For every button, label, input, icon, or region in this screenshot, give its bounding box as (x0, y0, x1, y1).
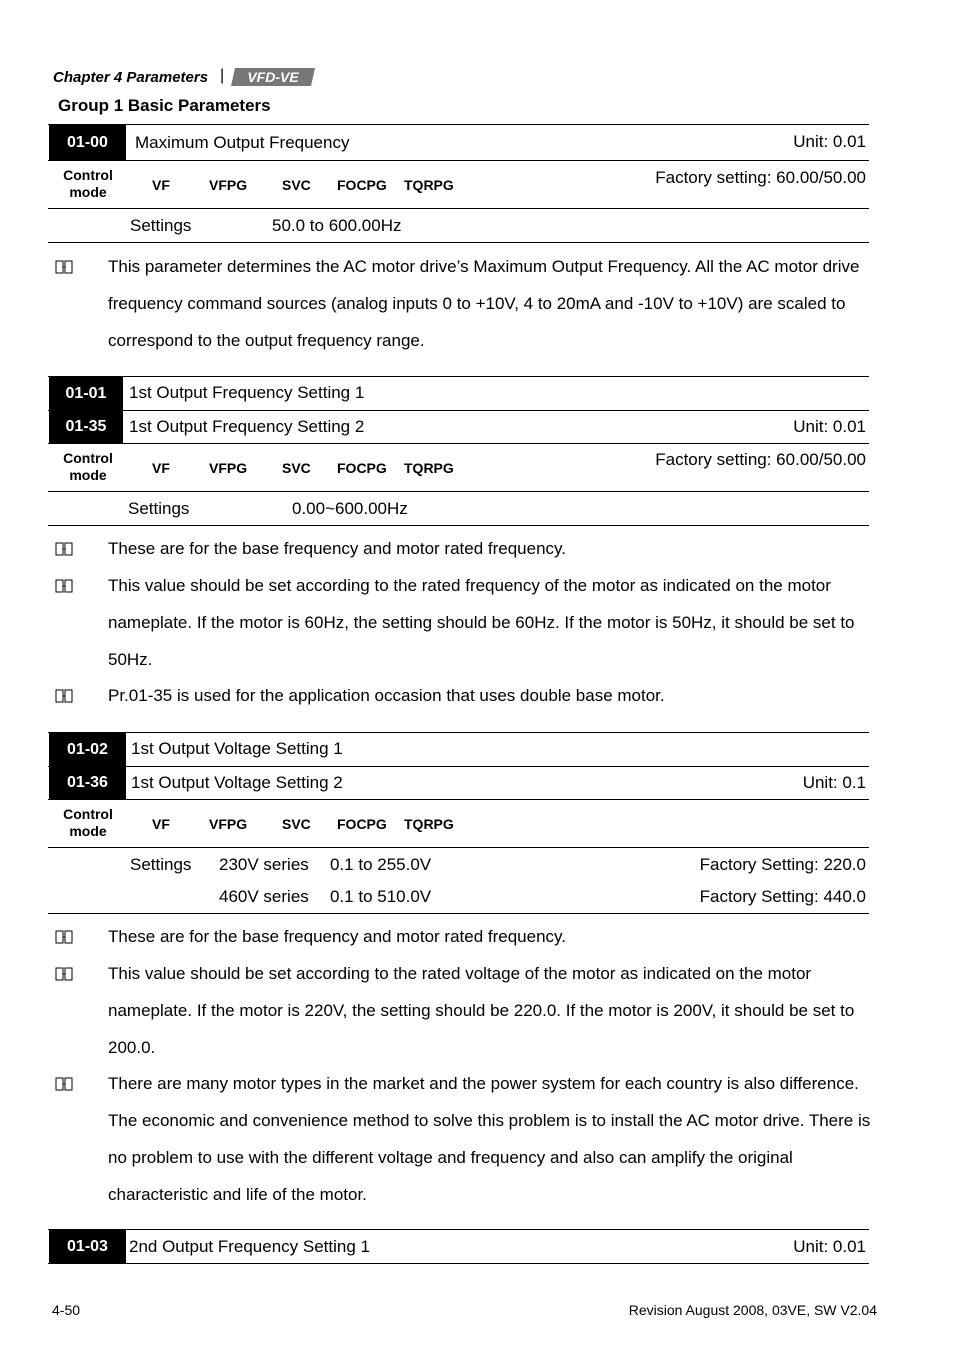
mode-vfpg: VFPG (209, 460, 248, 476)
chapter-title: Chapter 4 Parameters (53, 69, 209, 86)
note-text: There are many motor types in the market and the power system for each country is also difference. The economic and convenience method to solve this problem is to install the AC motor drive. There is no problem to use with the different voltage and frequency and also can amplify the original characteristic and life of the motor. (108, 1074, 871, 1204)
settings-label: Settings (130, 216, 192, 235)
table-border (48, 410, 869, 411)
param-unit: Unit: 0.01 (793, 1237, 866, 1256)
param-code-01-00: 01-00 (49, 125, 126, 160)
voltage-range: 0.1 to 255.0V (330, 855, 432, 874)
table-border (48, 732, 869, 733)
table-border (48, 766, 869, 767)
note-text: Pr.01-35 is used for the application occasion that uses double base motor. (108, 686, 665, 705)
table-border (48, 443, 869, 444)
param-code-01-35: 01-35 (49, 411, 123, 443)
settings-value: 0.00~600.00Hz (292, 499, 408, 518)
mode-vf: VF (152, 460, 170, 476)
note-text: This value should be set according to the rated voltage of the motor as indicated on the motor nameplate. If the motor is 220V, the setting should be 220.0. If the motor is 200V, it should be set to 200.0. (108, 964, 855, 1057)
note-text: This value should be set according to the rated frequency of the motor as indicated on the motor nameplate. If the motor is 60Hz, the setting should be 60Hz. If the motor is 50Hz, it should be set to 50Hz. (108, 576, 855, 669)
mode-tqrpg: TQRPG (404, 460, 454, 476)
mode-focpg: FOCPG (337, 460, 387, 476)
voltage-series: 460V series (219, 887, 309, 906)
table-border (48, 913, 869, 914)
book-icon (55, 930, 73, 944)
table-border (48, 525, 869, 526)
page-number: 4-50 (52, 1302, 81, 1318)
book-icon (55, 967, 73, 981)
settings-value: 50.0 to 600.00Hz (272, 216, 402, 235)
param-unit: Unit: 0.1 (802, 773, 866, 792)
param-name: 1st Output Voltage Setting 1 (131, 739, 343, 758)
param-unit: Unit: 0.01 (793, 417, 866, 436)
note-text: These are for the base frequency and motor rated frequency. (108, 539, 567, 558)
mode-vf: VF (152, 177, 170, 193)
param-unit: Unit: 0.01 (793, 132, 866, 151)
control-mode-label: Control mode (63, 450, 113, 483)
note-text: These are for the base frequency and motor rated frequency. (108, 927, 567, 946)
mode-tqrpg: TQRPG (404, 816, 454, 832)
table-border (48, 1263, 869, 1264)
table-border (48, 376, 869, 377)
factory-setting: Factory Setting: 440.0 (699, 887, 866, 906)
settings-label: Settings (130, 855, 192, 874)
mode-svc: SVC (282, 177, 311, 193)
control-mode-label: Control mode (63, 806, 113, 839)
table-border (48, 242, 869, 243)
settings-label: Settings (128, 499, 190, 518)
mode-focpg: FOCPG (337, 816, 387, 832)
factory-setting: Factory Setting: 220.0 (699, 855, 866, 874)
param-name: 2nd Output Frequency Setting 1 (129, 1237, 370, 1256)
book-icon (55, 1077, 73, 1091)
param-code-01-03: 01-03 (49, 1230, 126, 1263)
mode-vfpg: VFPG (209, 177, 248, 193)
mode-svc: SVC (282, 816, 311, 832)
mode-tqrpg: TQRPG (404, 177, 454, 193)
table-border (48, 1229, 869, 1230)
param-code-01-36: 01-36 (49, 767, 126, 799)
mode-svc: SVC (282, 460, 311, 476)
param-name: 1st Output Frequency Setting 1 (129, 383, 365, 402)
logo-text: VFD-VE (247, 69, 299, 85)
table-border (48, 124, 869, 125)
note-text: This parameter determines the AC motor drive’s Maximum Output Frequency. All the AC motor drive frequency command sources (analog inputs 0 to +10V, 4 to 20mA and -10V to +10V) are scaled to correspond to the output frequency range. (108, 257, 860, 350)
table-border (48, 160, 869, 161)
control-mode-label: Control mode (63, 167, 113, 200)
mode-vfpg: VFPG (209, 816, 248, 832)
table-border (48, 491, 869, 492)
voltage-range: 0.1 to 510.0V (330, 887, 432, 906)
param-name: 1st Output Voltage Setting 2 (131, 773, 343, 792)
group-title: Group 1 Basic Parameters (58, 96, 271, 115)
book-icon (55, 689, 73, 703)
header-separator: | (220, 67, 225, 84)
factory-setting: Factory setting: 60.00/50.00 (655, 168, 866, 187)
voltage-series: 230V series (219, 855, 309, 874)
param-code-01-01: 01-01 (49, 377, 123, 410)
book-icon (55, 542, 73, 556)
book-icon (55, 579, 73, 593)
mode-vf: VF (152, 816, 170, 832)
param-code-01-02: 01-02 (49, 733, 126, 766)
mode-focpg: FOCPG (337, 177, 387, 193)
book-icon (55, 260, 73, 274)
table-border (48, 208, 869, 209)
revision-info: Revision August 2008, 03VE, SW V2.04 (628, 1302, 877, 1318)
table-border (48, 847, 869, 848)
vfd-ve-logo (231, 68, 315, 86)
factory-setting: Factory setting: 60.00/50.00 (655, 450, 866, 469)
param-name: 1st Output Frequency Setting 2 (129, 417, 365, 436)
table-border (48, 799, 869, 800)
param-name: Maximum Output Frequency (135, 133, 350, 152)
